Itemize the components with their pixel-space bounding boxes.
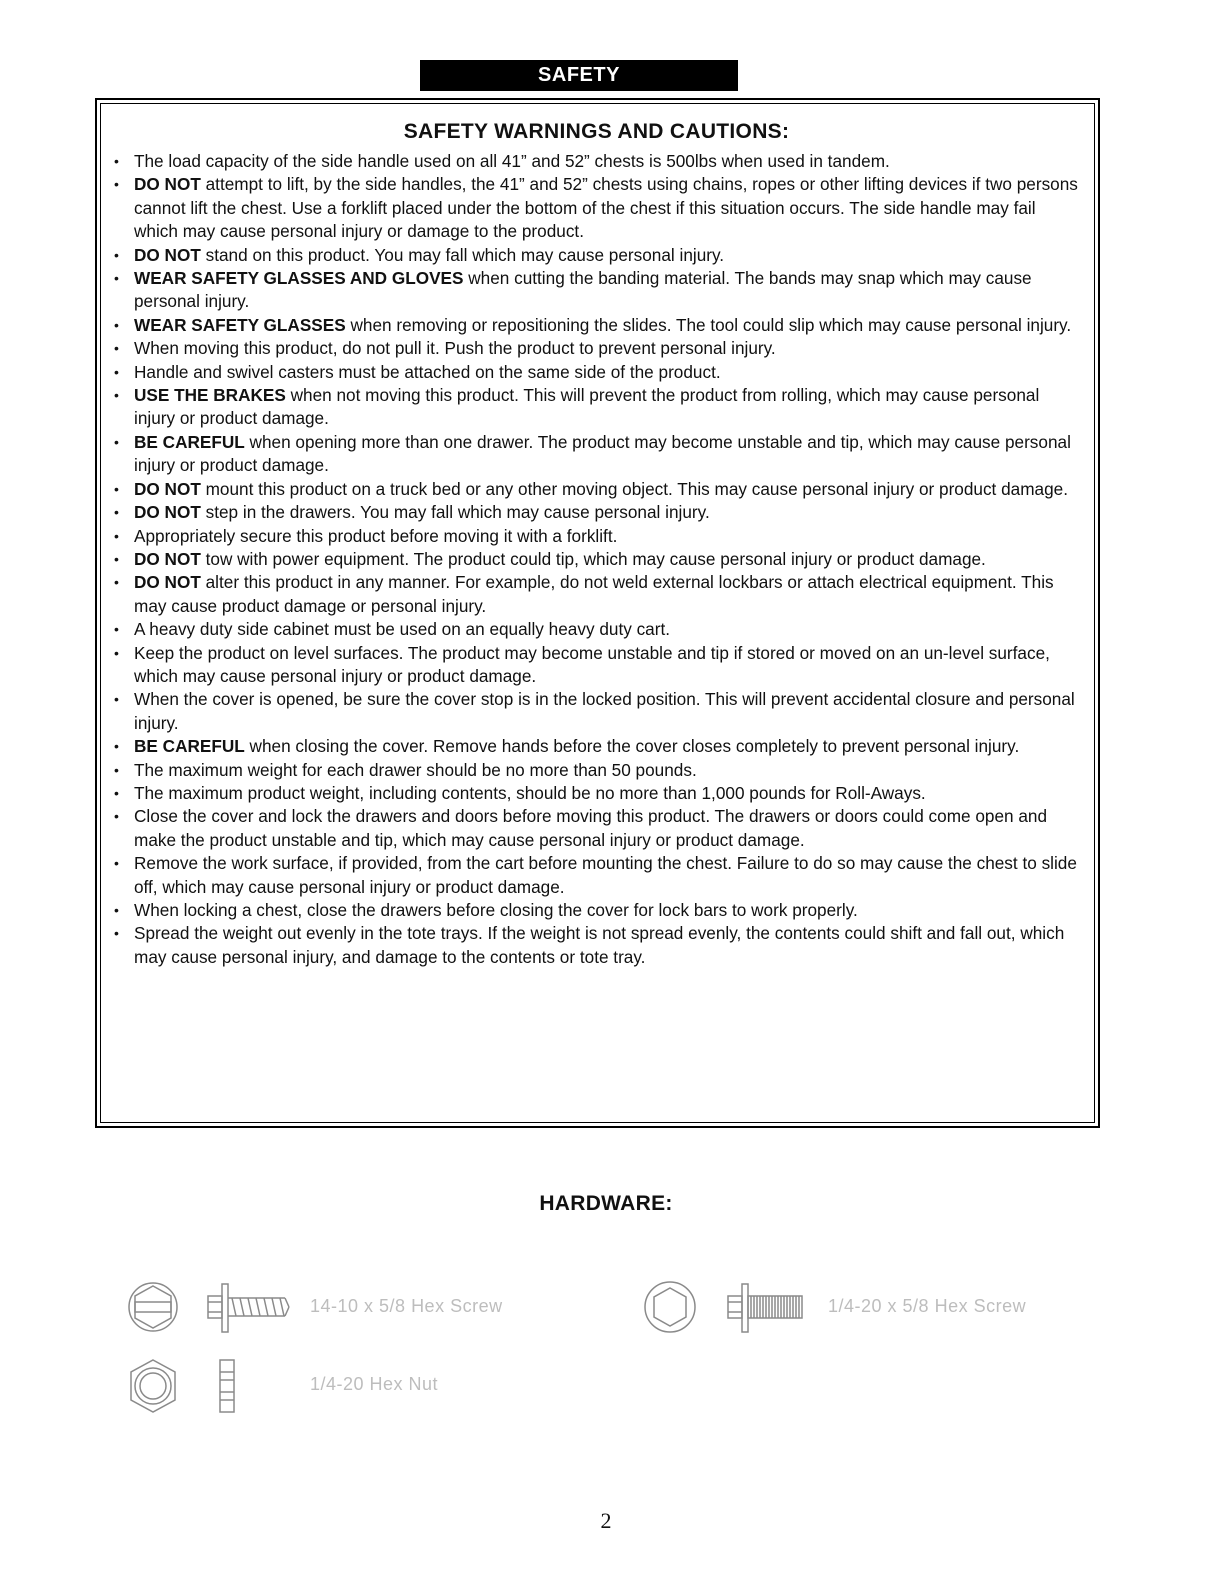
slotted-hex-screw-icon [120, 1276, 300, 1336]
hardware-item-hex-screw-1-4-20 [640, 1276, 1060, 1336]
safety-warnings-box [95, 98, 1100, 1128]
warning-emphasis: WEAR SAFETY GLASSES [134, 314, 346, 335]
warning-text: When the cover is opened, be sure the cover stop is in the locked position. This will prevent accidental closure and personal injury. [134, 689, 1075, 733]
warning-item [111, 478, 1082, 501]
warning-text: When moving this product, do not pull it. Push the product to prevent personal injury. [134, 338, 776, 359]
safety-warnings-inner [100, 103, 1095, 1123]
warning-item [111, 314, 1082, 337]
warning-emphasis: DO NOT [134, 174, 201, 195]
warning-text: step in the drawers. You may fall which may cause personal injury. [200, 502, 710, 523]
warning-text: when not moving this product. This will prevent the product from rolling, which may cause personal injury or product damage. [134, 385, 1040, 429]
warning-emphasis: DO NOT [134, 548, 201, 569]
warning-text: when opening more than one drawer. The product may become unstable and tip, which may cause personal injury or product damage. [134, 431, 1071, 476]
warning-text: The maximum weight for each drawer should be no more than 50 pounds. [134, 759, 697, 780]
hardware-item-hex-screw-14-10 [120, 1276, 540, 1336]
warning-item [111, 735, 1082, 758]
warning-item [111, 431, 1082, 478]
warning-item [111, 618, 1082, 641]
warning-text: When locking a chest, close the drawers before closing the cover for lock bars to work properly. [134, 900, 858, 920]
warning-item [111, 384, 1082, 431]
hardware-item-hex-nut [120, 1356, 540, 1416]
warning-item [111, 759, 1082, 782]
warning-text: alter this product in any manner. For example, do not weld external lockbars or attach electrical equipment. This may cause product damage or personal injury. [134, 572, 1054, 616]
section-banner: SAFETY [420, 60, 738, 91]
warning-emphasis: BE CAREFUL [134, 736, 245, 757]
warning-emphasis: USE THE BRAKES [134, 385, 286, 406]
warning-text: when closing the cover. Remove hands before the cover closes completely to prevent personal injury. [244, 736, 1020, 757]
warning-text: The load capacity of the side handle used on all 41” and 52” chests is 500lbs when used in tandem. [134, 151, 890, 171]
hex-bolt-icon [640, 1276, 820, 1336]
warning-text: Close the cover and lock the drawers and doors before moving this product. The drawers or doors could come open and make the product unstable and tip, which may cause personal injury or product damage. [134, 806, 1048, 850]
warning-emphasis: DO NOT [134, 244, 201, 265]
warning-item [111, 267, 1082, 314]
hardware-label: 1/4-20 Hex Nut [310, 1374, 439, 1394]
warning-item [111, 852, 1082, 899]
warning-text: Appropriately secure this product before moving it with a forklift. [134, 525, 618, 546]
warning-text: Spread the weight out evenly in the tote trays. If the weight is not spread evenly, the contents could shift and fall out, which may cause personal injury, and damage to the contents or tote tray. [134, 923, 1065, 967]
warning-item [111, 173, 1082, 243]
warning-text: The maximum product weight, including contents, should be no more than 1,000 pounds for Roll-Aways. [134, 782, 926, 803]
warning-text: stand on this product. You may fall which may cause personal injury. [200, 244, 725, 265]
warning-item [111, 805, 1082, 852]
warning-emphasis: BE CAREFUL [134, 431, 245, 452]
hardware-label: 14-10 x 5/8 Hex Screw [310, 1296, 503, 1316]
warning-item [111, 337, 1082, 360]
warning-item [111, 548, 1082, 571]
warning-text: when cutting the banding material. The bands may snap which may cause personal injury. [134, 268, 1032, 312]
warning-text: Remove the work surface, if provided, from the cart before mounting the chest. Failure to do so may cause the chest to slide off, which may cause personal injury or product damage. [134, 853, 1077, 897]
warning-text: mount this product on a truck bed or any other moving object. This may cause personal injury or product damage. [200, 478, 1068, 499]
page-number: 2 [600, 1508, 612, 1533]
hex-nut-icon [120, 1356, 250, 1416]
safety-warnings-title: SAFETY WARNINGS AND CAUTIONS: [403, 120, 790, 143]
warning-item [111, 922, 1082, 969]
warning-text: Handle and swivel casters must be attached on the same side of the product. [134, 361, 721, 382]
warning-item [111, 501, 1082, 524]
hardware-label: 1/4-20 x 5/8 Hex Screw [828, 1296, 1027, 1316]
warning-text: A heavy duty side cabinet must be used on an equally heavy duty cart. [134, 619, 671, 640]
warning-emphasis: DO NOT [134, 478, 201, 499]
warning-text: Keep the product on level surfaces. The product may become unstable and tip if stored or moved on an un-level surface, which may cause personal injury or product damage. [134, 642, 1050, 686]
warning-emphasis: WEAR SAFETY GLASSES AND GLOVES [134, 268, 464, 289]
warning-emphasis: DO NOT [134, 572, 201, 593]
warning-item [111, 150, 1082, 173]
warning-text: attempt to lift, by the side handles, the 41” and 52” chests using chains, ropes or other lifting devices if two persons cannot lift the chest. Use a forklift placed under the bottom of the chest if this situation occurs. The side handle may fail which may cause personal injury or damage to the product. [134, 174, 1078, 242]
safety-warnings-list [111, 150, 1082, 969]
warning-text: tow with power equipment. The product could tip, which may cause personal injury or product damage. [200, 548, 986, 569]
warning-item [111, 782, 1082, 805]
warning-item [111, 642, 1082, 689]
warning-item [111, 525, 1082, 548]
warning-item [111, 361, 1082, 384]
warning-item [111, 571, 1082, 618]
warning-text: when removing or repositioning the slides. The tool could slip which may cause personal injury. [345, 314, 1072, 335]
warning-item [111, 688, 1082, 735]
hardware-title: HARDWARE: [539, 1192, 673, 1215]
warning-item [111, 244, 1082, 267]
warning-emphasis: DO NOT [134, 502, 201, 523]
warning-item [111, 899, 1082, 922]
